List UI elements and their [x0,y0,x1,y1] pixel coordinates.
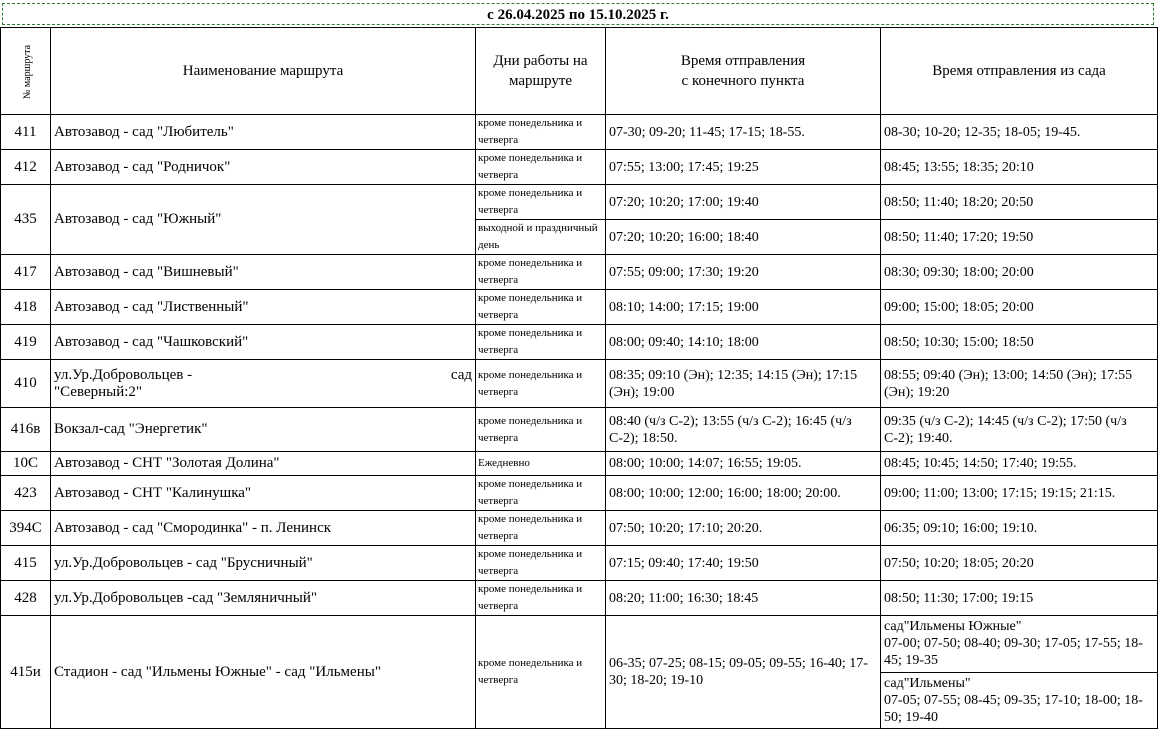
header-route-number: № маршрута [1,28,51,115]
departure-terminal-times: 08:35; 09:10 (Эн); 12:35; 14:15 (Эн); 17:15 (Эн); 19:00 [606,360,881,408]
route-number: 435 [1,185,51,255]
work-days: кроме понедельника и четверга [476,476,606,511]
header-row [1,28,1158,115]
route-number: 410 [1,360,51,408]
route-name: Автозавод - сад "Смородинка" - п. Ленинск [51,511,476,546]
departure-terminal-times: 08:00; 10:00; 12:00; 16:00; 18:00; 20:00. [606,476,881,511]
route-name-part: ул.Ур.Добровольцев - [54,366,193,383]
work-days: кроме понедельника и четверга [476,408,606,452]
table-row [1,360,1158,408]
departure-terminal-times: 06-35; 07-25; 08-15; 09-05; 09-55; 16-40; 17-30; 18-20; 19-10 [606,616,881,729]
route-name: Автозавод - сад "Южный" [51,185,476,255]
table-row [1,325,1158,360]
garden-name: сад"Ильмены" [884,676,971,691]
departure-garden-times: 08:55; 09:40 (Эн); 13:00; 14:50 (Эн); 17:55 (Эн); 19:20 [881,360,1158,408]
work-days: кроме понедельника и четверга [476,255,606,290]
route-name: Стадион - сад "Ильмены Южные" - сад "Ильмены" [51,616,476,729]
garden-times: 07-05; 07-55; 08-45; 09-35; 17-10; 18-00; 18-50; 19-40 [884,693,1143,725]
departure-garden-times [881,673,1158,729]
header-work-days: Дни работы на маршруте [476,28,606,115]
route-name: Автозавод - сад "Любитель" [51,115,476,150]
departure-garden-times: 08:45; 10:45; 14:50; 17:40; 19:55. [881,452,1158,476]
work-days: кроме понедельника и четверга [476,360,606,408]
route-name: Вокзал-сад "Энергетик" [51,408,476,452]
work-days: кроме понедельника и четверга [476,511,606,546]
work-days: кроме понедельника и четверга [476,616,606,729]
departure-terminal-times: 07:20; 10:20; 17:00; 19:40 [606,185,881,220]
route-number: 415 [1,546,51,581]
route-number: 428 [1,581,51,616]
departure-garden-times: 08:50; 10:30; 15:00; 18:50 [881,325,1158,360]
work-days: Ежедневно [476,452,606,476]
route-number: 419 [1,325,51,360]
table-row [1,185,1158,220]
table-row [1,115,1158,150]
header-route-name: Наименование маршрута [51,28,476,115]
departure-terminal-times: 07:55; 13:00; 17:45; 19:25 [606,150,881,185]
table-row [1,150,1158,185]
work-days: кроме понедельника и четверга [476,290,606,325]
work-days: кроме понедельника и четверга [476,115,606,150]
route-name: Автозавод - сад "Чашковский" [51,325,476,360]
route-name: Автозавод - СНТ "Калинушка" [51,476,476,511]
schedule-table [0,27,1158,729]
departure-terminal-times: 07:20; 10:20; 16:00; 18:40 [606,220,881,255]
work-days: кроме понедельника и четверга [476,150,606,185]
departure-terminal-times: 07-30; 09-20; 11-45; 17-15; 18-55. [606,115,881,150]
departure-garden-times: 08-30; 10-20; 12-35; 18-05; 19-45. [881,115,1158,150]
route-number: 417 [1,255,51,290]
route-number: 411 [1,115,51,150]
route-name: Автозавод - сад "Вишневый" [51,255,476,290]
route-name: ул.Ур.Добровольцев - сад "Брусничный" [51,546,476,581]
departure-terminal-times: 07:50; 10:20; 17:10; 20:20. [606,511,881,546]
route-name: Автозавод - сад "Родничок" [51,150,476,185]
table-row [1,255,1158,290]
header-departure-terminal: Время отправления с конечного пункта [606,28,881,115]
route-name-part: "Северный:2" [54,383,143,400]
departure-terminal-times: 08:00; 10:00; 14:07; 16:55; 19:05. [606,452,881,476]
work-days: кроме понедельника и четверга [476,581,606,616]
departure-garden-times: 09:00; 11:00; 13:00; 17:15; 19:15; 21:15. [881,476,1158,511]
departure-terminal-times: 08:00; 09:40; 14:10; 18:00 [606,325,881,360]
route-number: 415и [1,616,51,729]
route-name: ул.Ур.Добровольцев -сад "Земляничный" [51,581,476,616]
garden-name: сад"Ильмены Южные" [884,619,1022,634]
work-days: кроме понедельника и четверга [476,546,606,581]
departure-terminal-times: 08:20; 11:00; 16:30; 18:45 [606,581,881,616]
departure-garden-times: 08:30; 09:30; 18:00; 20:00 [881,255,1158,290]
table-row [1,408,1158,452]
departure-terminal-times: 07:55; 09:00; 17:30; 19:20 [606,255,881,290]
work-days: выходной и праздничный день [476,220,606,255]
departure-garden-times: 08:50; 11:30; 17:00; 19:15 [881,581,1158,616]
route-number: 10С [1,452,51,476]
departure-garden-times: 07:50; 10:20; 18:05; 20:20 [881,546,1158,581]
table-row [1,581,1158,616]
departure-garden-times: 08:45; 13:55; 18:35; 20:10 [881,150,1158,185]
table-row [1,616,1158,673]
route-name: Автозавод - сад "Лиственный" [51,290,476,325]
departure-garden-times: 09:00; 15:00; 18:05; 20:00 [881,290,1158,325]
route-name-part: сад [450,366,472,383]
departure-terminal-times: 07:15; 09:40; 17:40; 19:50 [606,546,881,581]
departure-garden-times: 08:50; 11:40; 17:20; 19:50 [881,220,1158,255]
route-number: 416в [1,408,51,452]
header-departure-garden: Время отправления из сада [881,28,1158,115]
departure-garden-times [881,616,1158,673]
garden-times: 07-00; 07-50; 08-40; 09-30; 17-05; 17-55; 18-45; 19-35 [884,636,1143,668]
route-number: 423 [1,476,51,511]
schedule-period-title: с 26.04.2025 по 15.10.2025 г. [2,3,1154,25]
table-row [1,452,1158,476]
departure-terminal-times: 08:40 (ч/з С-2); 13:55 (ч/з С-2); 16:45 (ч/з С-2); 18:50. [606,408,881,452]
table-row [1,476,1158,511]
route-name [51,360,476,408]
table-row [1,511,1158,546]
work-days: кроме понедельника и четверга [476,185,606,220]
work-days: кроме понедельника и четверга [476,325,606,360]
departure-terminal-times: 08:10; 14:00; 17:15; 19:00 [606,290,881,325]
table-row [1,290,1158,325]
route-number: 394С [1,511,51,546]
departure-garden-times: 08:50; 11:40; 18:20; 20:50 [881,185,1158,220]
table-row [1,546,1158,581]
route-name: Автозавод - СНТ "Золотая Долина" [51,452,476,476]
route-number: 418 [1,290,51,325]
route-number: 412 [1,150,51,185]
departure-garden-times: 09:35 (ч/з С-2); 14:45 (ч/з С-2); 17:50 (ч/з С-2); 19:40. [881,408,1158,452]
departure-garden-times: 06:35; 09:10; 16:00; 19:10. [881,511,1158,546]
